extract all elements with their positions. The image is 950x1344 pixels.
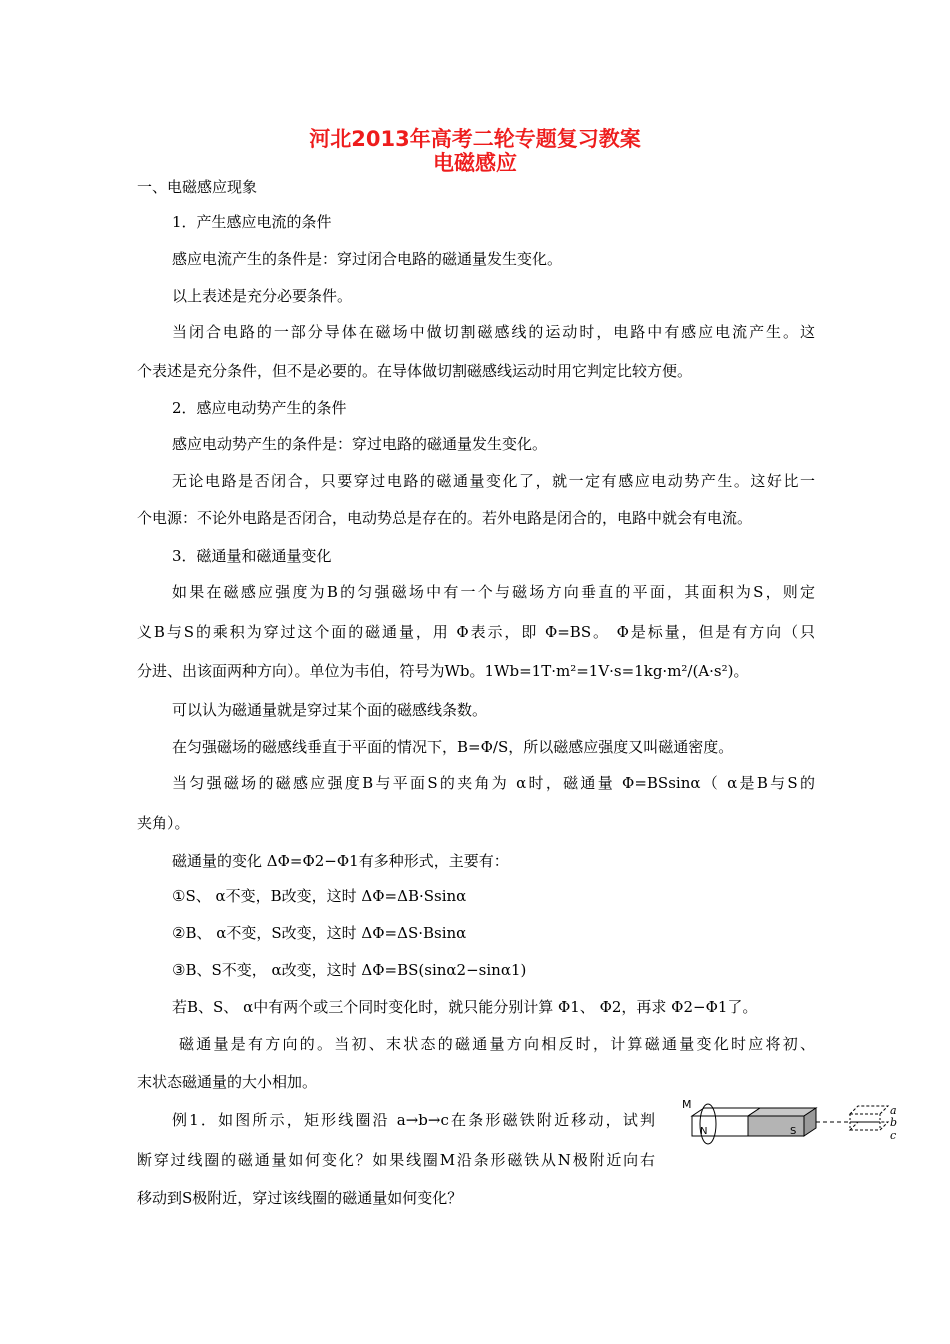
paragraph: 磁通量是有方向的。当初、末状态的磁通量方向相反时，计算磁通量变化时应将初、: [179, 1035, 815, 1053]
paragraph: 在匀强磁场的磁感线垂直于平面的情况下，B=Φ/S，所以磁感应强度又叫磁通密度。: [172, 738, 734, 756]
subsection-heading-1-2: 2．感应电动势产生的条件: [172, 399, 347, 417]
paragraph: 如果在磁感应强度为B的匀强磁场中有一个与磁场方向垂直的平面，其面积为S，则定: [172, 583, 815, 601]
label-b: b: [890, 1116, 898, 1129]
example-1-text-continued: 断穿过线圈的磁通量如何变化？如果线圈M沿条形磁铁从N极附近向右: [137, 1151, 655, 1169]
paragraph: 感应电动势产生的条件是：穿过电路的磁通量发生变化。: [172, 435, 548, 453]
subsection-heading-1-3: 3．磁通量和磁通量变化: [172, 547, 332, 565]
label-m: M: [682, 1098, 692, 1111]
paragraph: 当匀强磁场的磁感应强度B与平面S的夹角为 α时，磁通量 Φ=BSsinα（ α是B与S的: [172, 774, 815, 792]
example-1-text: 例1．如图所示，矩形线圈沿 a→b→c在条形磁铁附近移动，试判: [172, 1111, 655, 1129]
paragraph: 感应电流产生的条件是：穿过闭合电路的磁通量发生变化。: [172, 250, 563, 268]
paragraph: 以上表述是充分必要条件。: [172, 287, 353, 305]
paragraph: 无论电路是否闭合，只要穿过电路的磁通量变化了，就一定有感应电动势产生。这好比一: [172, 472, 815, 490]
magnet-coil-figure: [680, 1094, 902, 1154]
paragraph-continued: 夹角）。: [137, 814, 190, 832]
formula-case-3: ③B、S不变， α改变，这时 ΔΦ=BS(sinα2−sinα1): [172, 961, 527, 979]
label-s: S: [790, 1126, 797, 1137]
paragraph-continued: 个电源：不论外电路是否闭合，电动势总是存在的。若外电路是闭合的，电路中就会有电流。: [137, 509, 753, 527]
document-title: 河北2013年高考二轮专题复习教案: [309, 127, 641, 151]
label-a: a: [890, 1104, 897, 1117]
section-heading-1: 一、电磁感应现象: [137, 178, 258, 196]
subsection-heading-1-1: 1．产生感应电流的条件: [172, 213, 332, 231]
rectangular-loop-abc: [850, 1106, 888, 1130]
paragraph-continued: 分进、出该面两种方向）。单位为韦伯，符号为Wb。1Wb=1T·m²=1V·s=1kg·m²/(A·s²)。: [137, 662, 749, 680]
document-subtitle: 电磁感应: [433, 151, 517, 175]
label-n: N: [700, 1126, 708, 1137]
paragraph: 若B、S、 α中有两个或三个同时变化时，就只能分别计算 Φ1、 Φ2，再求 Φ2−Φ1了。: [172, 998, 758, 1016]
label-c: c: [890, 1129, 897, 1142]
paragraph: 当闭合电路的一部分导体在磁场中做切割磁感线的运动时，电路中有感应电流产生。这: [172, 323, 815, 341]
paragraph-continued: 末状态磁通量的大小相加。: [137, 1073, 318, 1091]
bar-magnet: [692, 1108, 816, 1136]
example-1-text-continued: 移动到S极附近，穿过该线圈的磁通量如何变化？: [137, 1189, 463, 1207]
paragraph: 可以认为磁通量就是穿过某个面的磁感线条数。: [172, 701, 488, 719]
formula-case-1: ①S、 α不变，B改变，这时 ΔΦ=ΔB·Ssinα: [172, 887, 467, 905]
paragraph-continued: 义B与S的乘积为穿过这个面的磁通量，用 Φ表示，即 Φ=BS。 Φ是标量，但是有方向（只: [137, 623, 815, 641]
formula-case-2: ②B、 α不变，S改变，这时 ΔΦ=ΔS·Bsinα: [172, 924, 467, 942]
paragraph: 磁通量的变化 ΔΦ=Φ2−Φ1有多种形式，主要有：: [172, 852, 509, 870]
paragraph-continued: 个表述是充分条件，但不是必要的。在导体做切割磁感线运动时用它判定比较方便。: [137, 362, 693, 380]
